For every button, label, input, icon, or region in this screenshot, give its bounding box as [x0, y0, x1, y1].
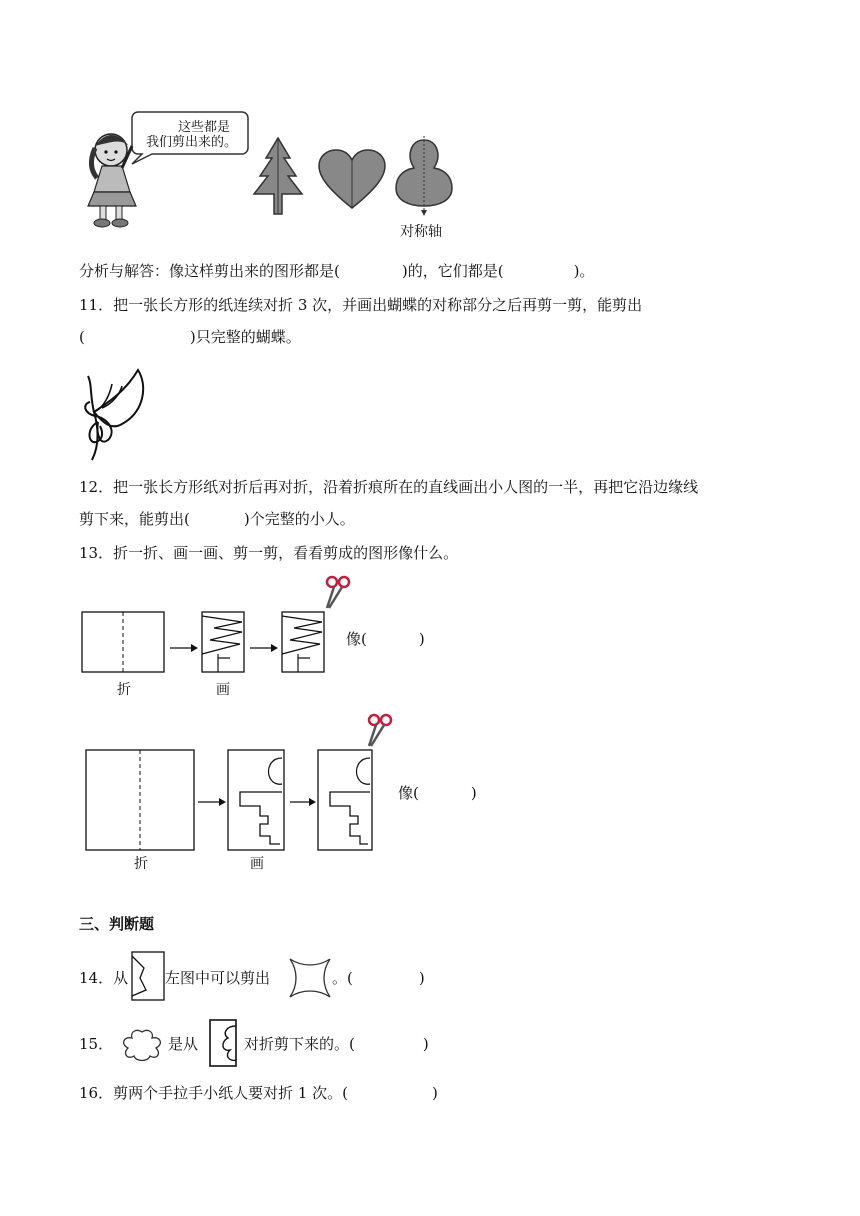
analysis-text-b: )的，它们都是(	[401, 262, 504, 280]
q13-like-2	[398, 783, 477, 803]
q15-prefix: 15．	[79, 1035, 114, 1053]
symmetry-axis-label: 对称轴	[400, 224, 442, 240]
tree-shape	[250, 136, 306, 216]
butterfly-drawing	[82, 364, 152, 468]
bubble-text-line1: 这些都是	[178, 120, 231, 135]
q15-middle-b	[244, 1034, 429, 1054]
q12-line1: 12．把一张长方形纸对折后再对折，沿着折痕所在的直线画出小人图的一半，再把它沿边缘线	[79, 478, 699, 496]
q13-like-close-1: )	[418, 630, 425, 648]
q12-line2	[79, 509, 355, 529]
bubble-text-line2: 我们剪出来的。	[146, 135, 238, 150]
q15-middle-a: 是从	[168, 1035, 199, 1053]
q12-text-b: )个完整的小人。	[243, 510, 355, 528]
q14-paper-shape	[130, 950, 166, 1002]
q14-prefix: 14．从	[79, 969, 129, 987]
q14-suffix	[332, 968, 425, 988]
q13-draw-label-1: 画	[216, 682, 230, 698]
q11-line2	[79, 327, 301, 347]
q13-fold-label-2: 折	[134, 856, 148, 872]
q11-text-b: )只完整的蝴蝶。	[189, 328, 301, 346]
analysis-line	[79, 261, 594, 281]
q13-diagram-person	[84, 712, 400, 854]
gourd-shape	[392, 134, 456, 216]
q13-draw-label-2: 画	[250, 856, 264, 872]
q14-middle: 左图中可以剪出	[165, 969, 271, 987]
q15-text-b: 对折剪下来的。(	[244, 1035, 355, 1053]
q15-paren-close: )	[422, 1035, 429, 1053]
heart-shape	[317, 148, 387, 210]
analysis-text-c: )。	[573, 262, 595, 280]
q14-paren-close: )	[418, 969, 425, 987]
section-title-judgement: 三、判断题	[79, 915, 155, 933]
q16-text-a: 16．剪两个手拉手小纸人要对折 1 次。(	[79, 1084, 349, 1102]
analysis-text-a: 分析与解答：像这样剪出来的图形都是(	[79, 262, 340, 280]
q13-like-open-1: 像(	[346, 630, 367, 648]
q13-diagram-tree	[80, 574, 360, 678]
q13-like-open-2: 像(	[398, 784, 419, 802]
q12-text-a: 剪下来，能剪出(	[79, 510, 190, 528]
scissors-icon	[327, 577, 349, 608]
q14-star-shape	[286, 955, 334, 1001]
q15-flower-shape	[120, 1028, 164, 1062]
q13-like-close-2: )	[470, 784, 477, 802]
q11-paren-open: (	[79, 328, 85, 346]
q13-fold-label-1: 折	[117, 682, 131, 698]
q13-like-1	[346, 629, 425, 649]
q14-paren-open: 。(	[332, 969, 353, 987]
scissors-icon	[369, 715, 391, 746]
q13-line1: 13．折一折、画一画、剪一剪，看看剪成的图形像什么。	[79, 544, 459, 562]
q11-line1: 11．把一张长方形的纸连续对折 3 次，并画出蝴蝶的对称部分之后再剪一剪，能剪出	[79, 296, 643, 314]
q15-paper-shape	[208, 1018, 238, 1068]
q16-line	[79, 1083, 438, 1103]
q16-paren-close: )	[432, 1084, 438, 1102]
